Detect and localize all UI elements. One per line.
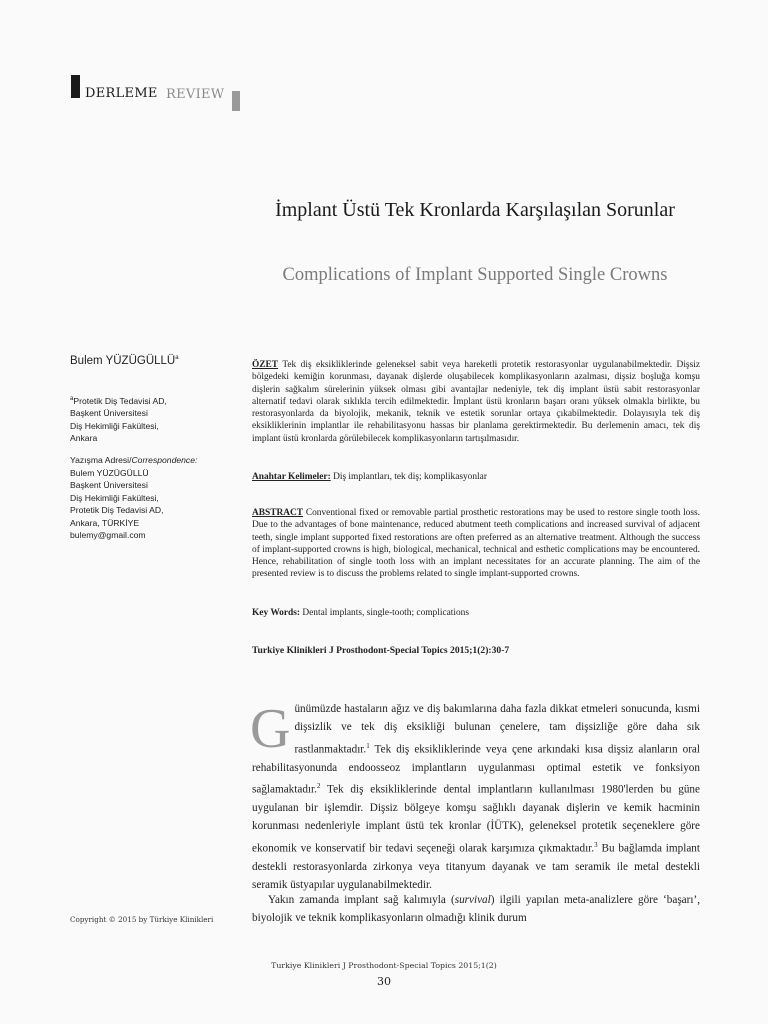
reference-2: 2 xyxy=(316,781,321,790)
affiliation-line-2: Başkent Üniversitesi xyxy=(70,408,148,419)
affiliation-mark: a xyxy=(70,396,74,402)
keywords-en xyxy=(252,607,700,619)
affiliation xyxy=(70,393,235,445)
affiliation-line-3: Diş Hekimliği Fakültesi, xyxy=(70,420,159,431)
author-name-text: Bulem YÜZÜGÜLLÜ xyxy=(70,355,176,367)
article-title-tr: İmplant Üstü Tek Kronlarda Karşılaşılan Sorunlar xyxy=(275,199,675,221)
correspondence-line-4: Protetik Diş Tedavisi AD, xyxy=(70,505,164,515)
correspondence-line-3: Diş Hekimliği Fakültesi, xyxy=(70,492,159,503)
article-title-en: Complications of Implant Supported Single Crowns xyxy=(282,265,668,285)
correspondence-line-2: Başkent Üniversitesi xyxy=(70,480,148,490)
reference-3: 3 xyxy=(594,840,598,849)
section-label-en: REVIEW xyxy=(166,87,225,102)
author-name xyxy=(70,355,179,367)
page-footer: Turkiye Klinikleri J Prosthodont-Special Topics 2015;1(2) xyxy=(271,961,497,970)
correspondence-line-5: Ankara, TÜRKİYE xyxy=(70,517,140,528)
journal-citation: Turkiye Klinikleri J Prosthodont-Special Topics 2015;1(2):30-7 xyxy=(252,645,510,656)
body-paragraph-1: Günümüzde hastaların ağız ve diş bakımlarına daha fazla dikkat etmeleri sonucunda, kısmi dişsizlik ve tek diş eksikliği bulunan çenelere, tam dişsizliğe göre daha sık rastlanmaktadır.$^1$ Tek diş eksikliklerinde veya çene arkındaki kısa dişsiz alanların oral rehabilitasyonunda endoosseoz implantların uygulanması optimal estetik ve fonksiyon sağlamaktadır.$^2$ Tek diş eksikliklerinde dental implantların kullanılması 1980'lerden bu güne uygulanan bir işlemdir. Dişsiz bölgeye komşu sağlıklı dayanak dişlerin ve kemik hacminin korunması nedenleriyle implant üstü tek kronlar (İÜTK), geleneksel protetik seçeneklere göre ekonomik ve konservatif bir tedavi seçeneği olarak karşımıza çıkmaktadır.$^3$ Bu bağlamda implant destekli restorasyonlarda zirkonya veya titanyum dayanak ve tam seramik ile metal destekli seramik üstyapılar uygulanabilmektedir. xyxy=(250,698,700,891)
keywords-tr-label: Anahtar Kelimeler: xyxy=(252,472,331,482)
keywords-tr xyxy=(252,471,700,483)
ozet-abstract xyxy=(252,359,700,445)
english-abstract xyxy=(252,507,700,581)
section-label-tr: DERLEME xyxy=(85,86,158,101)
reference-1: 1 xyxy=(366,741,370,750)
keywords-en-label: Key Words: xyxy=(252,608,301,618)
ozet-label: ÖZET xyxy=(252,360,279,370)
abstract-text: Conventional fixed or removable partial prosthetic restorations may be used to restore single tooth loss. Due to the advantages of bone maintenance, reduced abutment teeth complications and increased survival of adjacent teeth, single implant supported fixed restorations are often preferred as an alternative treatment. Although the success of implant-supported crowns is high, biological, mechanical, technical and esthetic complications may be encountered. Hence, rehabilitation of single tooth loss with an implant necessitates for an accurate planning. The aim of the presented review is to discuss the problems related to single implant-supported crowns. xyxy=(252,508,700,580)
correspondence-label: Yazışma Adresi/Correspondence: xyxy=(70,455,198,465)
abstract-label: ABSTRACT xyxy=(252,508,304,518)
section-marker-black xyxy=(71,75,80,98)
affiliation-line-1: $^a$Protetik Diş Tedavisi AD, xyxy=(70,395,167,406)
correspondence-email[interactable]: bulemy@gmail.com xyxy=(70,530,146,540)
correspondence-line-1: Bulem YÜZÜGÜLLÜ xyxy=(70,467,149,478)
section-marker-gray xyxy=(232,91,240,111)
drop-cap: G xyxy=(250,698,291,760)
keywords-tr-text: Diş implantları, tek diş; komplikasyonlar xyxy=(333,472,487,482)
keywords-en-text: Dental implants, single-tooth; complications xyxy=(302,608,469,618)
affiliation-line-4: Ankara xyxy=(70,433,98,444)
italic-term: survival xyxy=(454,894,491,906)
page-number: 30 xyxy=(377,975,391,988)
author-affiliation-mark: a xyxy=(175,355,179,362)
body-paragraph-2: Yakın zamanda implant sağ kalımıyla (survival) ilgili yapılan meta-analizlere göre ‘başarı’, biyolojik ve teknik komplikasyonların olmadığı klinik durum xyxy=(252,894,700,925)
correspondence xyxy=(70,454,235,542)
ozet-text: Tek diş eksikliklerinde geleneksel sabit veya hareketli protetik restorasyonlar uygulanabilmektedir. Dişsiz bölgedeki kemiğin korunması, dayanak dişlerde oluşabilecek komplikasyonların azalması, dişsiz boşluğa komşu dişlerin sağkalım sürelerinin yüksek olması gibi avantajlar nedeniyle, tek diş implant üstü sabit restorasyonlar alternatif tedavi olarak sıklıkla tercih edilmektedir. İmplant üstü kronların başarı oranı yüksek olmakla birlikte, bu restorasyonlarda da biyolojik, mekanik, teknik ve estetik sorunlar ortaya çıkabilmektedir. Dolayısıyla tek diş eksikliklerinin implantlar ile rehabilitasyonu hassas bir planlama gerektirmektedir. Bu derlemenin amacı, tek diş implant üstü kronlarda görülebilecek komplikasyonların tartışılmasıdır. xyxy=(252,360,700,444)
copyright-notice: Copyright © 2015 by Türkiye Klinikleri xyxy=(70,915,214,924)
